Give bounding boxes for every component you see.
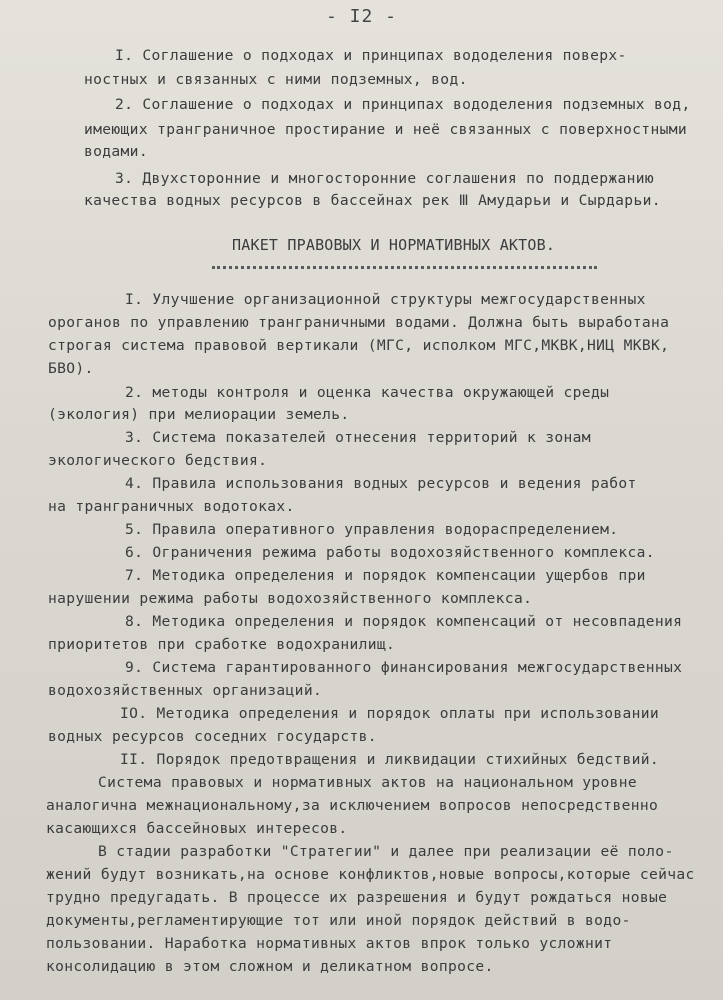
text-line: 3. Система показателей отнесения территорий к зонам — [125, 429, 591, 446]
text-line: ностных и связанных с ними подземных, вод. — [84, 71, 468, 88]
text-line: касающихся бассейновых интересов. — [46, 820, 348, 837]
text-line: документы,регламентирующие тот или иной порядок действий в водо- — [46, 912, 631, 929]
text-line: пользовании. Наработка нормативных актов впрок только усложнит — [46, 935, 613, 952]
text-line: качества водных ресурсов в бассейнах рек Ⅲ Амударьи и Сырдарьи. — [84, 192, 661, 209]
text-line: консолидацию в этом сложном и деликатном вопросе. — [46, 958, 494, 975]
text-line: 9. Система гарантированного финансирования межгосударственных — [125, 659, 683, 676]
text-line: аналогична межнациональному,за исключением вопросов непосредственно — [46, 797, 659, 814]
text-line: IO. Методика определения и порядок оплаты при использовании — [120, 705, 660, 722]
text-line: II. Порядок предотвращения и ликвидации стихийных бедствий. — [120, 751, 660, 768]
text-line: на трангpаничных водотоках. — [48, 498, 295, 515]
dotted-divider — [212, 266, 597, 269]
text-line: 7. Методика определения и порядок компенсации ущербов при — [125, 567, 646, 584]
text-line: 6. Ограничения режима работы водохозяйственного комплекса. — [125, 544, 655, 561]
text-line: приоритетов при сработке водохранилищ. — [48, 636, 396, 653]
text-line: 8. Методика определения и порядок компенсаций от несовпадения — [125, 613, 683, 630]
text-line: 5. Правила оперативного управления водораспределением. — [125, 521, 619, 538]
text-line: водохозяйственных организаций. — [48, 682, 323, 699]
text-line: 3. Двухсторонние и многосторонние соглашения по поддержанию — [115, 170, 655, 187]
page-number: - I2 - — [325, 6, 398, 27]
text-line: имеющих трангpаничное простирание и неё связанных с поверхностными — [84, 121, 687, 138]
text-line: Система правовых и нормативных актов на национальном уровне — [98, 774, 638, 791]
text-line: I. Улучшение организационной структуры межгосударственных — [125, 291, 646, 308]
text-line: БВО). — [48, 360, 94, 377]
text-line: 2. Соглашение о подходах и принципах вододеления подземных вод, — [115, 96, 691, 113]
section-heading: ПАКЕТ ПРАВОВЫХ И НОРМАТИВНЫХ АКТОВ. — [232, 236, 556, 254]
text-line: водных ресурсов соседних государств. — [48, 728, 377, 745]
text-line: ороганов по управлению трангpаничными водами. Должна быть выработана — [48, 314, 670, 331]
text-line: строгая система правовой вертикали (МГС, исполком МГС,МКВК,НИЦ МКВК, — [48, 337, 670, 354]
text-line: экологического бедствия. — [48, 452, 268, 469]
text-line: нарушении режима работы водохозяйственного комплекса. — [48, 590, 533, 607]
text-line: В стадии разработки "Стратегии" и далее при реализации её поло- — [98, 843, 674, 860]
text-line: 4. Правила использования водных ресурсов и ведения работ — [125, 475, 637, 492]
text-line: трудно предугадать. В процессе их разрешения и будут рождаться новые — [46, 889, 668, 906]
text-line: I. Соглашение о подходах и принципах вододеления поверх- — [115, 47, 627, 64]
text-line: (экология) при мелиорации земель. — [48, 406, 350, 423]
text-line: водами. — [84, 143, 148, 160]
text-line: 2. методы контроля и оценка качества окружающей среды — [125, 384, 610, 401]
text-line: жений будут возникать,на основе конфликтов,новые вопросы,которые сейчас — [46, 866, 695, 883]
